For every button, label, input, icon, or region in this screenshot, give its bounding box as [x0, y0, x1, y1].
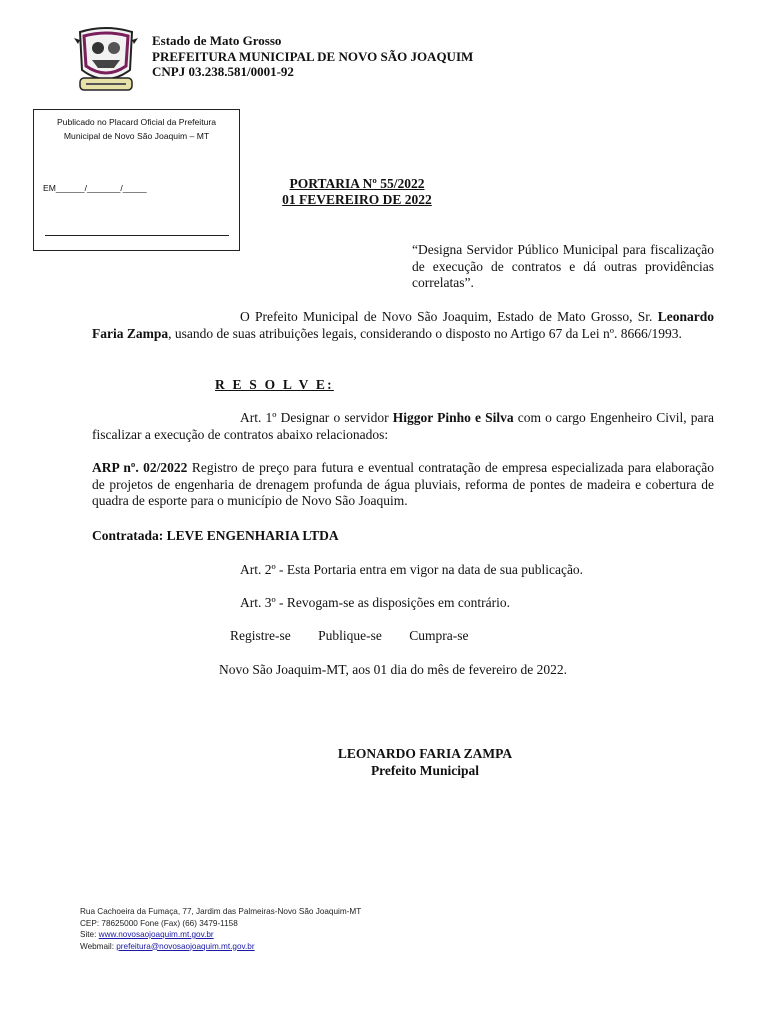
arp-paragraph [92, 460, 714, 510]
server-name: Higgor Pinho e Silva [392, 410, 514, 425]
resolve-heading: R E S O L V E: [215, 377, 334, 392]
coat-of-arms-icon [74, 26, 138, 96]
ementa: “Designa Servidor Público Municipal para fiscalização de execução de contratos e dá outras providências correlatas”. [412, 242, 714, 290]
publication-signature-line [45, 235, 229, 236]
footer-webmail [80, 941, 361, 953]
registre-se: Registre-se [230, 628, 291, 643]
art1-rest: com o cargo Engenheiro Civil, para fiscalizar a execução de contratos abaixo relacionados: [92, 410, 715, 442]
site-link[interactable]: www.novosaojoaquim.mt.gov.br [98, 930, 214, 939]
signatory-title: Prefeito Municipal [370, 763, 480, 778]
footer-site [80, 929, 361, 941]
publique-se: Publique-se [318, 628, 382, 643]
article-2: Art. 2º - Esta Portaria entra em vigor na data de sua publicação. [240, 562, 584, 577]
footer-webmail-label: Webmail: [80, 941, 117, 951]
signature-block [250, 745, 600, 779]
closing-formula [230, 628, 492, 644]
article-1 [92, 410, 714, 443]
municipality-name: PREFEITURA MUNICIPAL DE NOVO SÃO JOAQUIM [152, 48, 474, 64]
contracted-company: Contratada: LEVE ENGENHARIA LTDA [92, 528, 339, 543]
publication-date-line: EM______/_______/_____ [43, 183, 147, 193]
preamble-intro: O Prefeito Municipal de Novo São Joaquim, Estado de Mato Grosso, Sr. [240, 309, 653, 324]
portaria-date: 01 FEVEREIRO DE 2022 [282, 191, 432, 207]
place-and-date: Novo São Joaquim-MT, aos 01 dia do mês de fevereiro de 2022. [219, 662, 568, 677]
signatory-name: LEONARDO FARIA ZAMPA [337, 746, 513, 761]
footer-cep-phone: CEP: 78625000 Fone (Fax) (66) 3479-1158 [80, 918, 238, 928]
preamble-rest: , usando de suas atribuições legais, considerando o disposto no Artigo 67 da Lei nº. 8666/1993. [168, 325, 682, 341]
publication-stamp-title: Publicado no Placard Oficial da Prefeitura Municipal de Novo São Joaquim – MT [56, 117, 217, 141]
footer-site-label: Site: [80, 930, 99, 939]
preamble-paragraph [92, 309, 714, 342]
art1-intro: Art. 1º Designar o servidor [240, 410, 389, 425]
cumpra-se: Cumpra-se [409, 628, 469, 643]
publication-stamp-box [33, 109, 240, 251]
state-name: Estado de Mato Grosso [152, 33, 282, 48]
cnpj: CNPJ 03.238.581/0001-92 [152, 64, 294, 79]
portaria-number: PORTARIA Nº 55/2022 [289, 176, 425, 191]
article-3: Art. 3º - Revogam-se as disposições em contrário. [240, 595, 510, 610]
footer [80, 906, 361, 952]
mayor-name: Leonardo Faria Zampa [92, 309, 714, 341]
webmail-link[interactable]: prefeitura@novosaojoaquim.mt.gov.br [116, 941, 255, 951]
arp-text: Registro de preço para futura e eventual contratação de empresa especializada para elaboração de projetos de engenharia de drenagem profunda de água pluviais, reforma de pontes de madeira e cobertura de quadra de esporte para o município de Novo São Joaquim. [92, 460, 715, 508]
letterhead [152, 33, 473, 80]
footer-address: Rua Cachoeira da Fumaça, 77, Jardim das Palmeiras-Novo São Joaquim-MT [80, 907, 362, 916]
portaria-heading [240, 176, 474, 207]
arp-label: ARP nº. 02/2022 [92, 460, 188, 475]
